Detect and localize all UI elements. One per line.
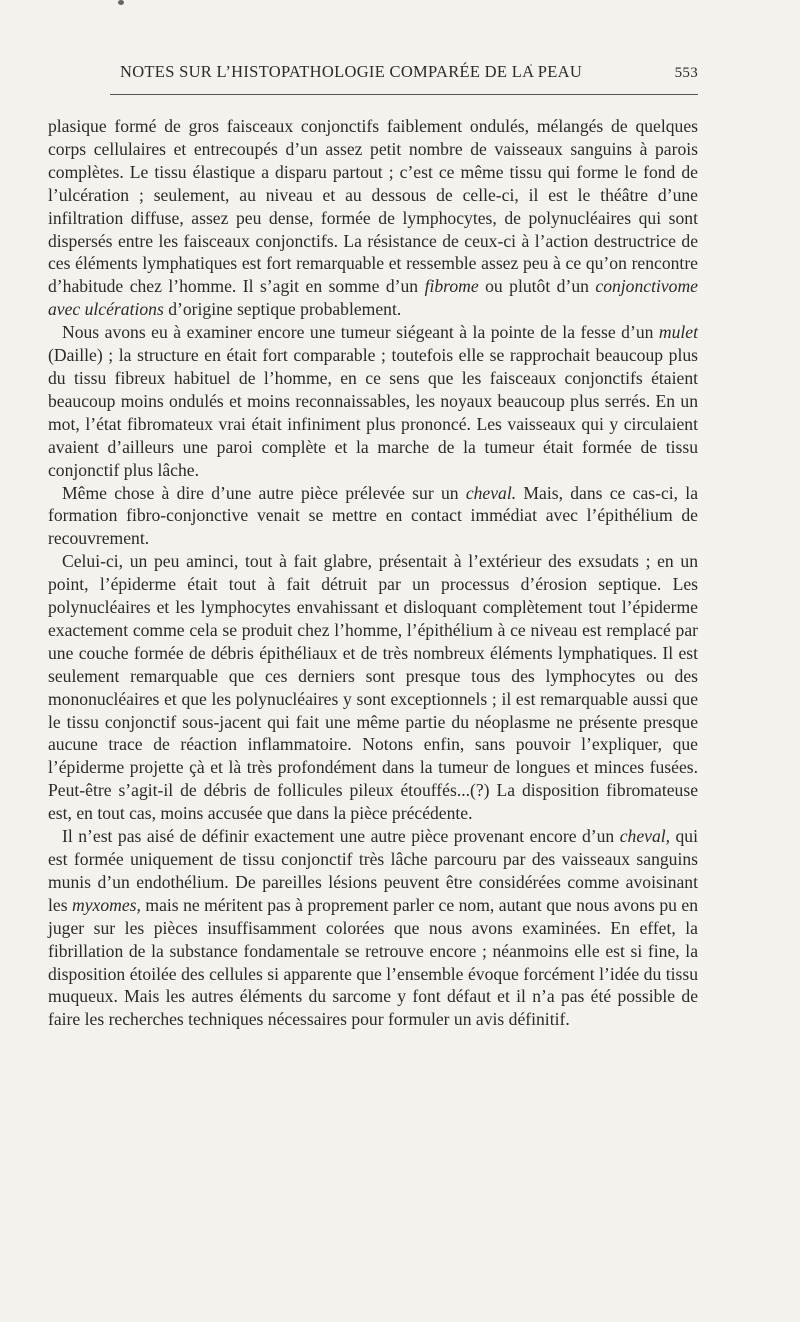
book-page: [48, 62, 698, 1031]
running-header: [48, 62, 698, 94]
text-run: qui est formée uniquement de tissu conjonctif très lâche parcouru par des vaisseaux sanguins munis d’un endothélium. De pareilles lésions peuvent être considérées comme avoisinant les: [48, 826, 698, 915]
text-run: Il n’est pas aisé de définir exactement une autre pièce provenant encore d’un: [62, 826, 620, 847]
text-run: mais ne méritent pas à proprement parler ce nom, autant que nous avons pu en juger sur les pièces insuffisamment colorées que nous avons examinées. En effet, la fibrillation de la substance fondamentale se retrouve encore ; néanmoins elle est si fine, la disposition étoilée des cellules si apparente que l’ensemble évoque forcément l’idée du tissu muqueux. Mais les autres éléments du sarcome y font défaut et il n’a pas été possible de faire les recherches techniques nécessaires pour formuler un avis définitif.: [48, 894, 698, 1030]
text-run: plasique formé de gros faisceaux conjonctifs faiblement ondulés, mélangés de quelques corps cellulaires et entrecoupés d’un assez petit nombre de vaisseaux sanguins à parois complètes. Le tissu élastique a disparu partout ; c’est ce même tissu qui forme le fond de l’ulcération ; seulement, au niveau et au dessous de celle-ci, il est le théâtre d’une infiltration diffuse, assez peu dense, formée de lymphocytes, de polynucléaires qui sont dispersés entre les faisceaux conjonctifs. La résistance de ceux-ci à l’action destructrice de ces éléments lymphatiques est fort remarquable et ressemble assez peu à ce qu’on rencontre d’habitude chez l’homme. Il s’agit en somme d’un: [48, 116, 698, 297]
text-run: ou plutôt d’un: [478, 276, 596, 297]
paragraph: [48, 482, 698, 551]
italic-term: myxomes,: [72, 894, 141, 915]
header-rule: [110, 94, 698, 95]
text-run: (Daille) ; la structure en était fort comparable ; toutefois elle se rapprochait beaucoup plus du tissu fibreux habituel de l’homme, en ce sens que les faisceaux conjonctifs étaient beaucoup moins ondulés et moins reconnaissables, les noyaux beaucoup plus serrés. En un mot, l’état fibromateux vrai était infiniment plus prononcé. Les vaisseaux qui y circulaient avaient d’ailleurs une paroi complète et la marche de la tumeur était formée de tissu conjonctif plus lâche.: [48, 345, 698, 480]
italic-term: cheval.: [465, 482, 517, 503]
italic-term: fibrome: [424, 276, 479, 297]
page-number: 553: [674, 65, 698, 81]
text-run: d’origine septique probablement.: [163, 299, 402, 320]
paragraph: [48, 115, 698, 321]
text-run: Même chose à dire d’une autre pièce prélevée sur un: [62, 482, 466, 503]
body-text: [48, 115, 698, 1031]
paragraph: [48, 825, 698, 1031]
italic-term: conjonctivome avec ulcérations: [48, 276, 698, 320]
text-run: Mais, dans ce cas-ci, la formation fibro-conjonctive venait se mettre en contact immédiat avec l’épithélium de recouvrement.: [48, 482, 699, 549]
italic-term: cheval,: [619, 826, 671, 847]
paragraph: [48, 321, 698, 481]
running-title: NOTES SUR L’HISTOPATHOLOGIE COMPARÉE DE LA PEAU: [120, 62, 583, 81]
text-run: Celui-ci, un peu aminci, tout à fait glabre, présentait à l’extérieur des exsudats ; en un point, l’épiderme était tout à fait détruit par un processus d’érosion septique. Les polynucléaires et les lymphocytes envahissant et disloquant complètement tout l’épiderme exactement comme cela se produit chez l’homme, l’épithélium à ce niveau est remplacé par une couche formée de débris épithéliaux et de très nombreux éléments lymphatiques. Il est seulement remarquable que ces derniers sont presque tous des lymphocytes ou des mononucléaires et que les polynucléaires y sont exceptionnels ; il est remarquable aussi que le tissu conjonctif sous-jacent qui fait une même partie du néoplasme ne présente presque aucune trace de réaction inflammatoire. Notons enfin, sans pouvoir l’expliquer, que l’épiderme projette çà et là très profondément dans la tumeur de longues et minces fusées. Peut-être s’agit-il de débris de follicules pileux étouffés...(?) La disposition fibromateuse est, en tout cas, moins accusée que dans la pièce précédente.: [48, 551, 698, 824]
text-run: Nous avons eu à examiner encore une tumeur siégeant à la pointe de la fesse d’un: [62, 322, 659, 343]
scan-speck: [118, 0, 124, 5]
paragraph: [48, 550, 698, 825]
italic-term: mulet: [658, 322, 698, 343]
